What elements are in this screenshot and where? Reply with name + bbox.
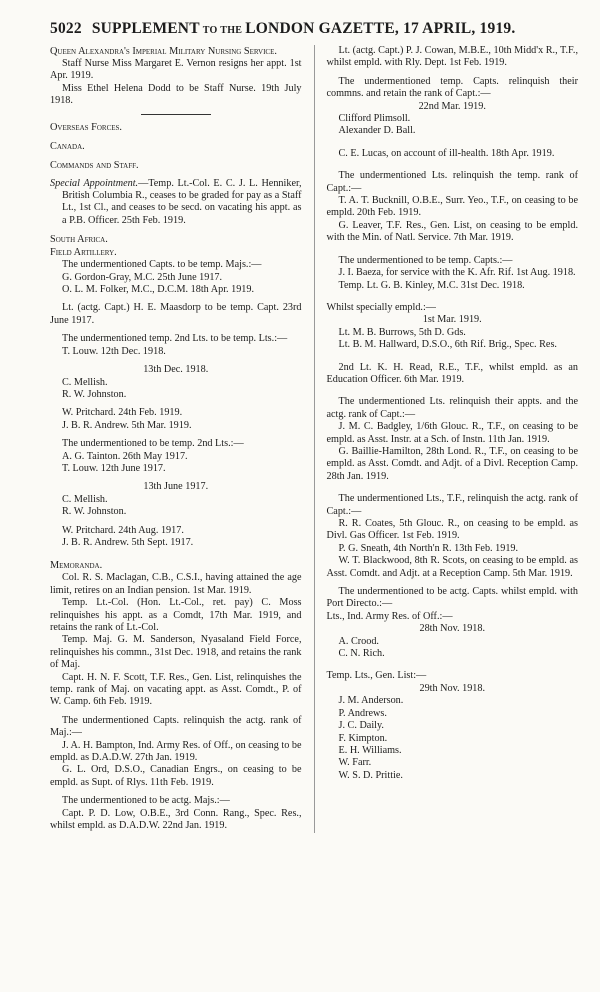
header-title-2: TO THE (202, 25, 243, 36)
paragraph: G. L. Ord, D.S.O., Canadian Engrs., on ceasing to be empld. as Supt. of Rlys. 11th Feb. 1919. (50, 764, 302, 788)
paragraph: 2nd Lt. K. H. Read, R.E., T.F., whilst empld. as an Education Officer. 6th Mar. 1919. (326, 361, 578, 385)
date-line: 13th June 1917. (143, 481, 209, 493)
date-line: 22nd Mar. 1919. (418, 100, 486, 112)
paragraph: Col. R. S. Maclagan, C.B., C.S.I., having attained the age limit, retires on an Indian pension. 1st Mar. 1919. (50, 572, 302, 596)
name-entry: Clifford Plimsoll. (338, 113, 411, 125)
section-heading: South Africa. (50, 234, 108, 246)
date-line: 28th Nov. 1918. (419, 623, 486, 635)
paragraph: The undermentioned to be actg. Majs.:— (62, 795, 230, 807)
page-number: 5022 (50, 20, 82, 37)
columns (50, 45, 578, 833)
section-heading: Canada. (50, 140, 85, 152)
name-entry: F. Kimpton. (338, 732, 388, 744)
right-column (314, 45, 579, 833)
name-entry: J. B. R. Andrew. 5th Mar. 1919. (62, 419, 192, 431)
paragraph: Miss Ethel Helena Dodd to be Staff Nurse. 19th July 1918. (50, 82, 302, 107)
special-appointment-text: —Temp. Lt.-Col. E. C. J. L. Henniker, British Columbia R., ceases to be graded for pay as a Staff Lt., 1st Cl., and ceases to be secd. on vacating his appt. as a P.B. Officer. 25th Feb. 1919. (62, 177, 302, 226)
paragraph: The undermentioned Capts. relinquish the actg. rank of Maj.:— (50, 714, 302, 739)
paragraph: Staff Nurse Miss Margaret E. Vernon resigns her appt. 1st Apr. 1919. (50, 58, 302, 82)
date-line: 13th Dec. 1918. (143, 364, 209, 376)
paragraph: W. T. Blackwood, 8th R. Scots, on ceasing to be empld. as Asst. Comdt. and Adjt. at a Reception Camp. 5th Mar. 1919. (326, 555, 578, 579)
name-entry: C. Mellish. (62, 376, 108, 388)
paragraph: C. E. Lucas, on account of ill-health. 18th Apr. 1919. (338, 147, 555, 159)
paragraph: The undermentioned to be temp. 2nd Lts.:— (62, 438, 244, 450)
section-heading: Memoranda. (50, 560, 103, 572)
name-entry: R. W. Johnston. (62, 388, 127, 400)
name-entry: W. Farr. (338, 757, 372, 769)
paragraph: G. Baillie-Hamilton, 28th Lond. R., T.F., on ceasing to be empld. as Asst. Comdt. and Adjt. of a Divl. Reception Camp. 28th Jan. 1919. (326, 445, 578, 482)
paragraph: The undermentioned Lts., T.F., relinquish the actg. rank of Capt.:— (326, 493, 578, 517)
name-entry: W. Pritchard. 24th Aug. 1917. (62, 524, 184, 536)
header-title-3: LONDON GAZETTE, 17 APRIL, 1919. (245, 20, 516, 37)
name-entry: T. Louw. 12th June 1917. (62, 462, 166, 474)
section-rule (141, 114, 211, 115)
paragraph: The undermentioned temp. 2nd Lts. to be temp. Lts.:— (62, 333, 288, 345)
left-column (50, 45, 302, 833)
name-entry: C. N. Rich. (338, 648, 385, 660)
paragraph: O. L. M. Folker, M.C., D.C.M. 18th Apr. 1919. (62, 284, 255, 296)
name-entry: W. S. D. Prittie. (338, 769, 403, 781)
paragraph: The undermentioned Lts. relinquish their appts. and the actg. rank of Capt.:— (326, 396, 578, 420)
paragraph: Lt. (actg. Capt.) H. E. Maasdorp to be temp. Capt. 23rd June 1917. (50, 302, 302, 326)
paragraph: Capt. H. N. F. Scott, T.F. Res., Gen. List, relinquishes the temp. rank of Maj. on vacating appt. as Asst. Comdt., P. of W. Camp. 6th Feb. 1919. (50, 671, 302, 708)
paragraph: Lt. (actg. Capt.) P. J. Cowan, M.B.E., 10th Midd'x R., T.F., whilst empld. with Rly. Dept. 1st Feb. 1919. (326, 45, 578, 69)
name-entry: E. H. Williams. (338, 744, 402, 756)
paragraph: P. G. Sneath, 4th North'n R. 13th Feb. 1919. (338, 542, 519, 554)
name-entry: R. W. Johnston. (62, 506, 127, 518)
date-line: 1st Mar. 1919. (422, 314, 482, 326)
section-heading: Commands and Staff. (50, 159, 139, 171)
name-entry: J. C. Daily. (338, 720, 384, 732)
name-entry: A. G. Tainton. 26th May 1917. (62, 450, 188, 462)
section-heading: Field Artillery. (50, 247, 117, 259)
paragraph: G. Leaver, T.F. Res., Gen. List, on ceasing to be empld. with the Min. of Natl. Service. 7th Mar. 1919. (326, 219, 578, 244)
section-heading: Queen Alexandra's Imperial Military Nursing Service. (50, 46, 277, 57)
name-entry: C. Mellish. (62, 493, 108, 505)
section-heading: Overseas Forces. (50, 121, 122, 133)
name-entry: Alexander D. Ball. (338, 125, 416, 137)
paragraph: Temp. Lt. G. B. Kinley, M.C. 31st Dec. 1918. (338, 279, 525, 291)
paragraph: Lts., Ind. Army Res. of Off.:— (326, 610, 453, 622)
paragraph: T. A. T. Bucknill, O.B.E., Surr. Yeo., T.F., on ceasing to be empld. 20th Feb. 1919. (326, 195, 578, 219)
name-entry: W. Pritchard. 24th Feb. 1919. (62, 407, 183, 419)
name-entry: J. B. R. Andrew. 5th Sept. 1917. (62, 536, 194, 548)
name-entry: T. Louw. 12th Dec. 1918. (62, 345, 166, 357)
paragraph: G. Gordon-Gray, M.C. 25th June 1917. (62, 271, 223, 283)
paragraph: The undermentioned temp. Capts. relinquish their commns. and retain the rank of Capt.:— (326, 75, 578, 100)
paragraph: Lt. B. M. Hallward, D.S.O., 6th Rif. Brig., Spec. Res. (338, 339, 557, 351)
page-header (50, 20, 578, 38)
paragraph: J. M. C. Badgley, 1/6th Glouc. R., T.F., on ceasing to be empld. as Asst. Instr. at a Sch. of Instn. 11th Jan. 1919. (326, 421, 578, 445)
paragraph: R. R. Coates, 5th Glouc. R., on ceasing to be empld. as Divl. Gas Officer. 1st Feb. 1919. (326, 518, 578, 542)
paragraph: The undermentioned Lts. relinquish the temp. rank of Capt.:— (326, 170, 578, 194)
date-line: 29th Nov. 1918. (419, 682, 486, 694)
paragraph: Temp. Maj. G. M. Sanderson, Nyasaland Field Force, relinquishes his commn., 31st Dec. 1918, and retains the rank of Maj. (50, 634, 302, 671)
name-entry: A. Crood. (338, 635, 379, 647)
paragraph: Capt. P. D. Low, O.B.E., 3rd Conn. Rang., Spec. Res., whilst empld. as D.A.D.W. 22nd Jan. 1919. (50, 807, 302, 832)
paragraph: The undermentioned Capts. to be temp. Majs.:— (62, 259, 262, 271)
paragraph: The undermentioned to be temp. Capts.:— (338, 254, 513, 266)
name-entry: J. M. Anderson. (338, 695, 404, 707)
special-appointment-label: Special Appointment. (50, 177, 139, 189)
header-title-1: SUPPLEMENT (91, 20, 200, 37)
name-entry: Lt. M. B. Burrows, 5th D. Gds. (338, 326, 466, 338)
paragraph: Temp. Lts., Gen. List:— (326, 670, 427, 682)
paragraph: Whilst specially empld.:— (326, 301, 436, 313)
paragraph: J. A. H. Bampton, Ind. Army Res. of Off., on ceasing to be empld. as D.A.D.W. 27th Jan. 1919. (50, 739, 302, 764)
paragraph: J. I. Baeza, for service with the K. Afr. Rif. 1st Aug. 1918. (338, 267, 576, 279)
name-entry: P. Andrews. (338, 707, 387, 719)
paragraph: The undermentioned to be actg. Capts. whilst empld. with Port Directo.:— (326, 586, 578, 610)
paragraph: Temp. Lt.-Col. (Hon. Lt.-Col., ret. pay) C. Moss relinquishes his appt. as a Comdt, 17th Mar. 1919, and retains the rank of Lt.-Col. (50, 597, 302, 633)
paragraph (50, 178, 302, 228)
